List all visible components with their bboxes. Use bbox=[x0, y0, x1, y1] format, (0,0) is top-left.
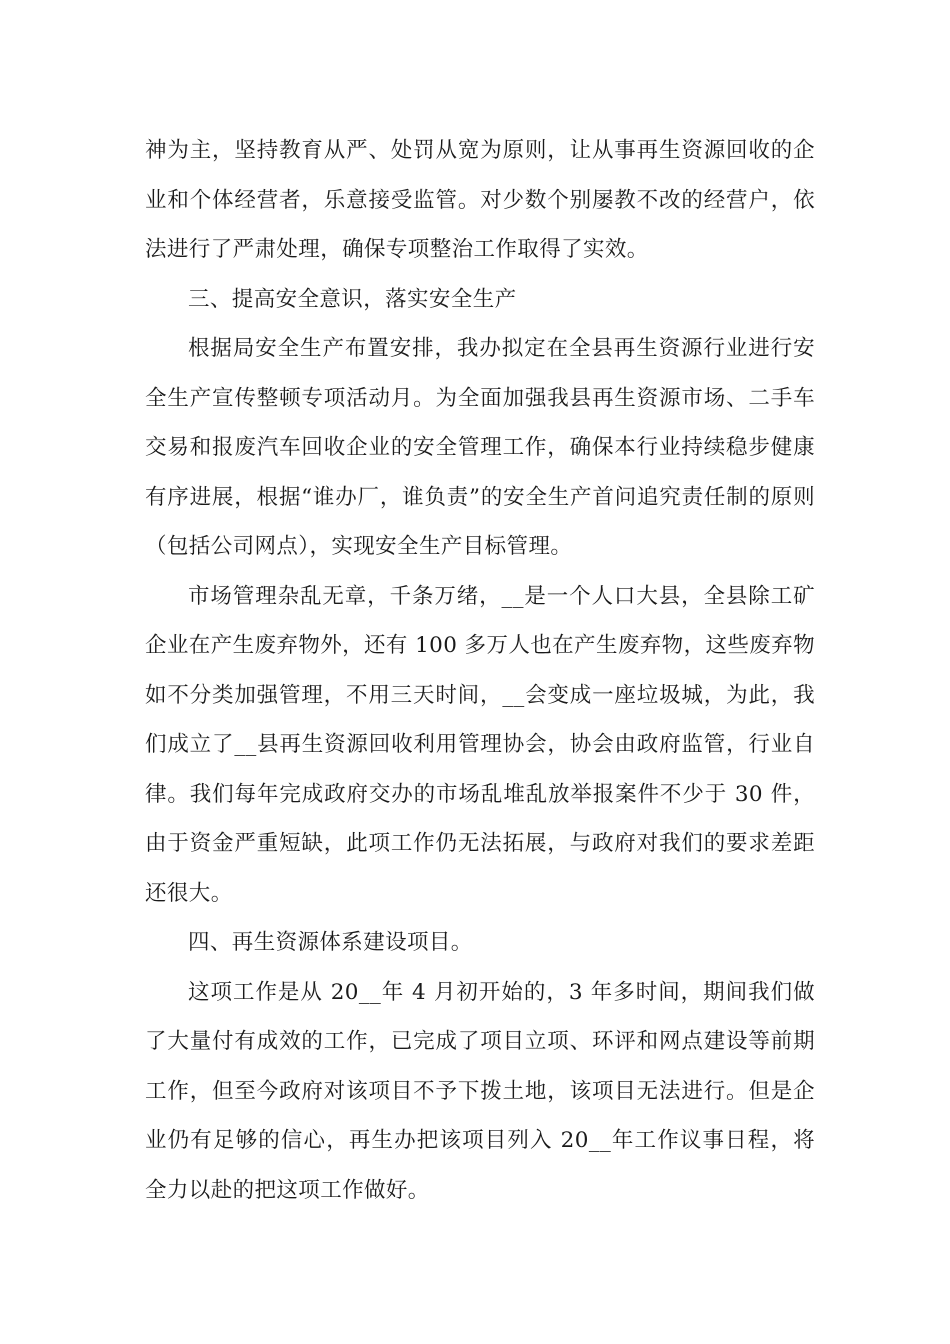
section-heading-3: 三、提高安全意识，落实安全生产 bbox=[188, 286, 517, 312]
paragraph-project: 这项工作是从 20__年 4 月初开始的，3 年多时间，期间我们做了大量付有成效的工作，已完成了项目立项、环评和网点建设等前期工作，但至今政府对该项目不予下拨土地，该项目无法进行。但是企业仍有足够的信心，再生办把该项目列入 20__年工作议事日程，将全力以赴的把这项工作做好。 bbox=[145, 979, 815, 1203]
section-heading-4: 四、再生资源体系建设项目。 bbox=[188, 930, 473, 955]
document-body bbox=[145, 126, 815, 1215]
paragraph-market-management: 市场管理杂乱无章，千条万绪，__是一个人口大县，全县除工矿企业在产生废弃物外，还有 100 多万人也在产生废弃物，这些废弃物如不分类加强管理，不用三天时间，__会变成一座垃圾城，为此，我们成立了__县再生资源回收利用管理协会，协会由政府监管，行业自律。我们每年完成政府交办的市场乱堆乱放举报案件不少于 30 件，由于资金严重短缺，此项工作仍无法拓展，与政府对我们的要求差距还很大。 bbox=[145, 583, 815, 906]
paragraph-safety: 根据局安全生产布置安排，我办拟定在全县再生资源行业进行安全生产宣传整顿专项活动月。为全面加强我县再生资源市场、二手车交易和报废汽车回收企业的安全管理工作，确保本行业持续稳步健康有序进展，根据“谁办厂，谁负责”的安全生产首问追究责任制的原则（包括公司网点），实现安全生产目标管理。 bbox=[145, 336, 815, 559]
paragraph-continued: 神为主，坚持教育从严、处罚从宽为原则，让从事再生资源回收的企业和个体经营者，乐意接受监管。对少数个别屡教不改的经营户，依法进行了严肃处理，确保专项整治工作取得了实效。 bbox=[145, 138, 815, 262]
